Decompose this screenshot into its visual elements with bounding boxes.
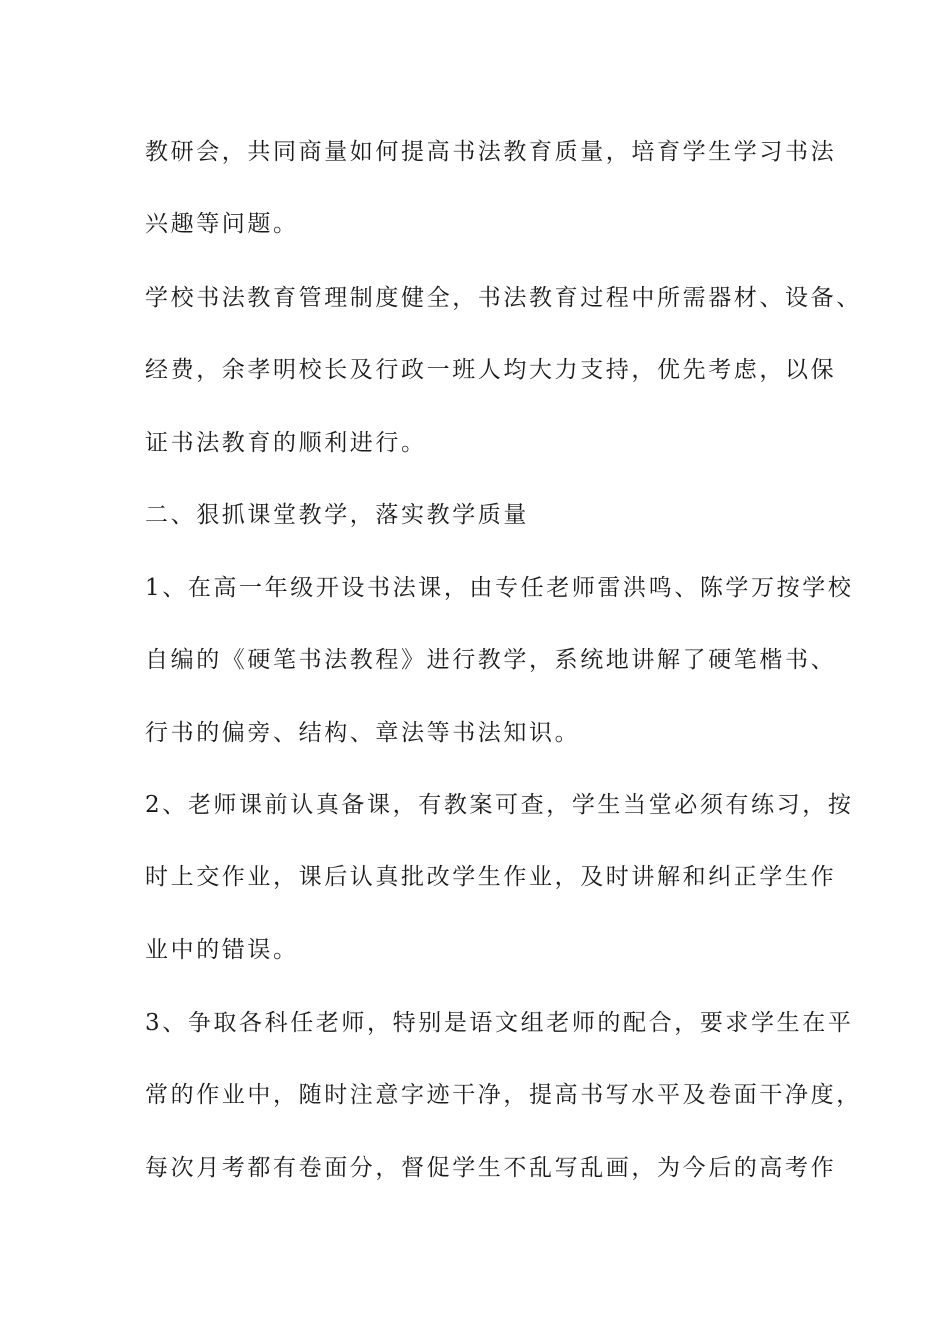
paragraph-line: 自编的《硬笔书法教程》进行教学，系统地讲解了硬笔楷书、 (145, 647, 837, 673)
paragraph-line: 时上交作业，课后认真批改学生作业，及时讲解和纠正学生作 (145, 864, 837, 890)
paragraph-line: 教研会，共同商量如何提高书法教育质量，培育学生学习书法 (145, 139, 837, 165)
paragraph-line: 3、争取各科任老师，特别是语文组老师的配合，要求学生在平 (145, 1010, 854, 1036)
paragraph-line: 2、老师课前认真备课，有教案可查，学生当堂必须有练习，按 (145, 792, 854, 818)
paragraph-line: 学校书法教育管理制度健全，书法教育过程中所需器材、设备、 (145, 285, 862, 311)
paragraph-line: 经费，余孝明校长及行政一班人均大力支持，优先考虑，以保 (145, 357, 837, 383)
paragraph-line: 1、在高一年级开设书法课，由专任老师雷洪鸣、陈学万按学校 (145, 575, 854, 601)
paragraph-line: 常的作业中，随时注意字迹干净，提高书写水平及卷面干净度， (145, 1082, 862, 1108)
paragraph-line: 行书的偏旁、结构、章法等书法知识。 (145, 720, 581, 746)
paragraph-line: 每次月考都有卷面分，督促学生不乱写乱画，为今后的高考作 (145, 1155, 837, 1181)
paragraph-line: 证书法教育的顺利进行。 (145, 430, 427, 456)
paragraph-line: 兴趣等问题。 (145, 211, 299, 237)
paragraph-line: 业中的错误。 (145, 937, 299, 963)
section-heading: 二、狠抓课堂教学，落实教学质量 (145, 502, 529, 528)
